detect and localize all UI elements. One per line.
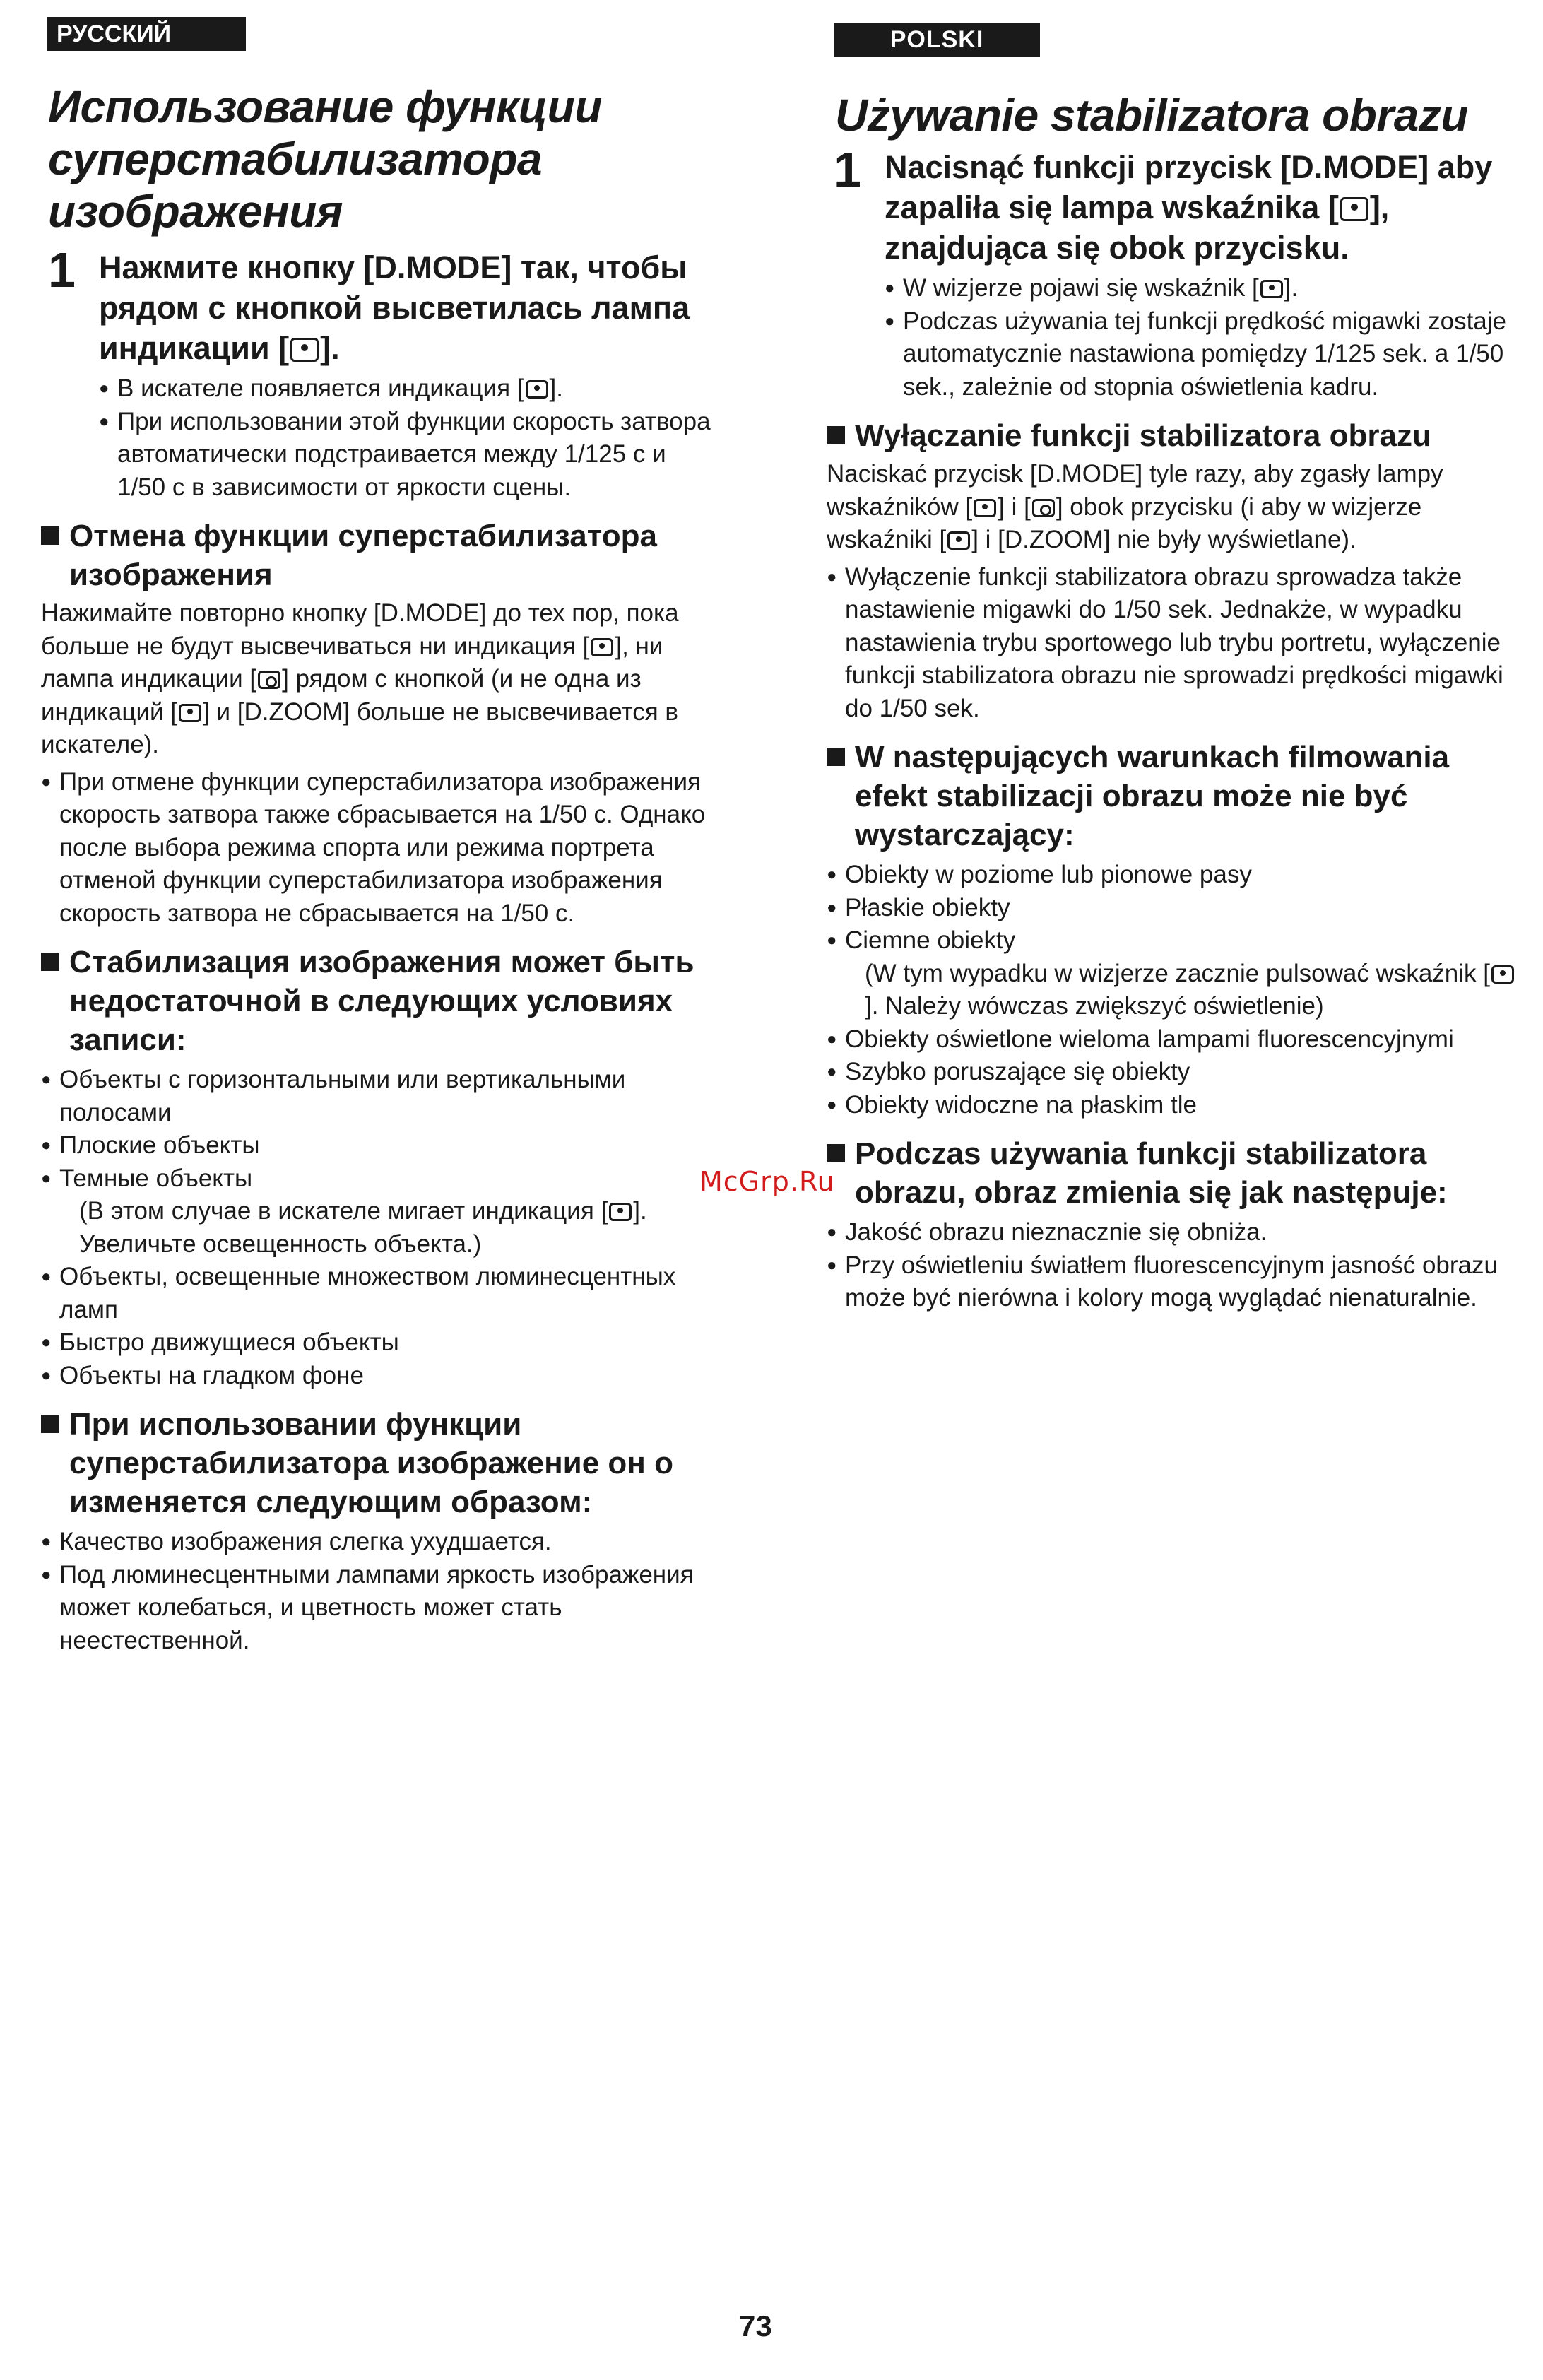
stabilizer-icon xyxy=(179,704,201,722)
square-bullet-icon xyxy=(827,1144,845,1162)
note: (В этом случае в искателе мигает индикация [ ]. Увеличьте освещенность объекта.) xyxy=(79,1197,647,1258)
stabilizer-icon xyxy=(1340,197,1368,221)
step-bullets xyxy=(885,272,1515,403)
subsection-heading: При использовании функции суперстабилизатора изображение он о изменяется следующим образом: xyxy=(41,1405,719,1521)
list-item: ● W wizjerze pojawi się wskaźnik [ ]. xyxy=(885,272,1515,305)
language-tag: POLSKI xyxy=(834,23,1040,57)
step-number: 1 xyxy=(834,142,861,197)
stabilizer-icon xyxy=(947,531,970,550)
list-item: ● Объекты с горизонтальными или вертикальными полосами xyxy=(41,1064,719,1129)
subsection-heading: Стабилизация изображения может быть недостаточной в следующих условиях записи: xyxy=(41,943,719,1059)
section-content xyxy=(827,139,1515,1315)
list-item: ● При использовании этой функции скорость затвора автоматически подстраивается между 1/125 с и 1/50 с в зависимости от яркости сцены. xyxy=(99,406,719,505)
stabilizer-icon xyxy=(1491,965,1514,984)
list-item: ● При отмене функции суперстабилизатора изображения скорость затвора также сбрасывается на 1/50 с. Однако после выбора режима спорта или режима портрета отменой функции суперстабилизатора изображения скорость затвора не сбрасывается на 1/50 с. xyxy=(41,766,719,931)
list-item: ● Объекты на гладком фоне xyxy=(41,1360,719,1393)
square-bullet-icon xyxy=(41,953,59,971)
stabilizer-icon xyxy=(974,499,996,517)
list-item: ● Под люминесцентными лампами яркость изображения может колебаться, и цветность может стать неестественной. xyxy=(41,1559,719,1658)
square-bullet-icon xyxy=(827,748,845,766)
language-tag: РУССКИЙ ЯЗЫК xyxy=(47,17,246,51)
list-item: ● Obiekty w poziome lub pionowe pasy xyxy=(827,859,1515,892)
step-number: 1 xyxy=(48,242,76,298)
subsection-heading: W następujących warunkach filmowania efekt stabilizacji obrazu może nie być wystarczający: xyxy=(827,738,1515,854)
section-content xyxy=(41,242,719,1657)
subsection-heading: Podczas używania funkcji stabilizatora obrazu, obraz zmienia się jak następuje: xyxy=(827,1134,1515,1212)
lamp-icon xyxy=(1032,499,1055,517)
stabilizer-icon xyxy=(591,638,613,656)
list-item: ● Темные объекты xyxy=(41,1162,719,1196)
stabilizer-icon xyxy=(609,1203,632,1221)
step-bullets xyxy=(99,372,719,504)
paragraph: Naciskać przycisk [D.MODE] tyle razy, aby zgasły lampy wskaźników [ ] i [ ] obok przycisku (i aby w wizjerze wskaźniki [ ] i [D.ZOOM] nie były wyświetlane). xyxy=(827,460,1443,553)
list-item: ● В искателе появляется индикация [ ]. xyxy=(99,372,719,406)
step-1 xyxy=(827,142,1515,403)
paragraph: Нажимайте повторно кнопку [D.MODE] до тех пор, пока больше не будут высвечиваться ни индикация [ ], ни лампа индикации [ ] рядом с кнопкой (и не одна из индикаций [ ] и [D.ZOOM] больше не высвечивается в искателе). xyxy=(41,599,679,758)
list-item: ● Wyłączenie funkcji stabilizatora obrazu sprowadza także nastawienie migawki do 1/50 sek. Jednakże, w wypadku nastawienia trybu sportowego lub trybu portretu, wyłączenie funkcji stabilizatora obrazu nie sprowadzi prędkości migawki do 1/50 sek. xyxy=(827,561,1515,726)
stabilizer-icon xyxy=(290,338,319,362)
step-text: Нажмите кнопку [D.MODE] так, чтобы рядом с кнопкой высветилась лампа индикации [ ]. xyxy=(99,249,690,366)
square-bullet-icon xyxy=(41,1415,59,1433)
subsection-heading: Отмена функции суперстабилизатора изображения xyxy=(41,517,719,594)
note: (W tym wypadku w wizjerze zacznie pulsować wskaźnik []. Należy wówczas zwiększyć oświetlenie) xyxy=(827,958,1515,1023)
subsection-heading: Wyłączanie funkcji stabilizatora obrazu xyxy=(827,416,1515,455)
square-bullet-icon xyxy=(827,426,845,444)
stabilizer-icon xyxy=(1260,280,1283,298)
list-item: ● Obiekty oświetlone wieloma lampami fluorescencyjnymi xyxy=(827,1023,1515,1056)
list-item: ● Объекты, освещенные множеством люминесцентных ламп xyxy=(41,1261,719,1326)
square-bullet-icon xyxy=(41,526,59,545)
list-item: ● Podczas używania tej funkcji prędkość migawki zostaje automatycznie nastawiona pomiędzy 1/125 sek. a 1/50 sek., zależnie od stopnia oświetlenia kadru. xyxy=(885,305,1515,404)
stabilizer-icon xyxy=(526,380,548,399)
step-1 xyxy=(41,242,719,504)
section-title: Używanie stabilizatora obrazu xyxy=(835,90,1468,141)
list-item: ● Быстро движущиеся объекты xyxy=(41,1326,719,1360)
list-item: ● Przy oświetleniu światłem fluorescencyjnym jasność obrazu może być nierówna i kolory mogą wyglądać nienaturalnie. xyxy=(827,1249,1515,1315)
lamp-icon xyxy=(258,671,280,689)
list-item: ● Качество изображения слегка ухудшается. xyxy=(41,1526,719,1559)
list-item: ● Szybko poruszające się obiekty xyxy=(827,1056,1515,1089)
step-text: Nacisnąć funkcji przycisk [D.MODE] aby zapaliła się lampa wskaźnika [ ], znajdująca się obok przycisku. xyxy=(885,149,1493,266)
list-item: ● Jakość obrazu nieznacznie się obniża. xyxy=(827,1216,1515,1249)
page-number: 73 xyxy=(739,2309,772,2343)
list-item: ● Płaskie obiekty xyxy=(827,892,1515,925)
watermark: McGrp.Ru xyxy=(699,1166,835,1197)
list-item: ● Obiekty widoczne na płaskim tle xyxy=(827,1089,1515,1122)
list-item: ● Плоские объекты xyxy=(41,1129,719,1162)
list-item: ● Ciemne obiekty xyxy=(827,924,1515,958)
section-title: Использование функции суперстабилизатора изображения xyxy=(48,81,602,237)
